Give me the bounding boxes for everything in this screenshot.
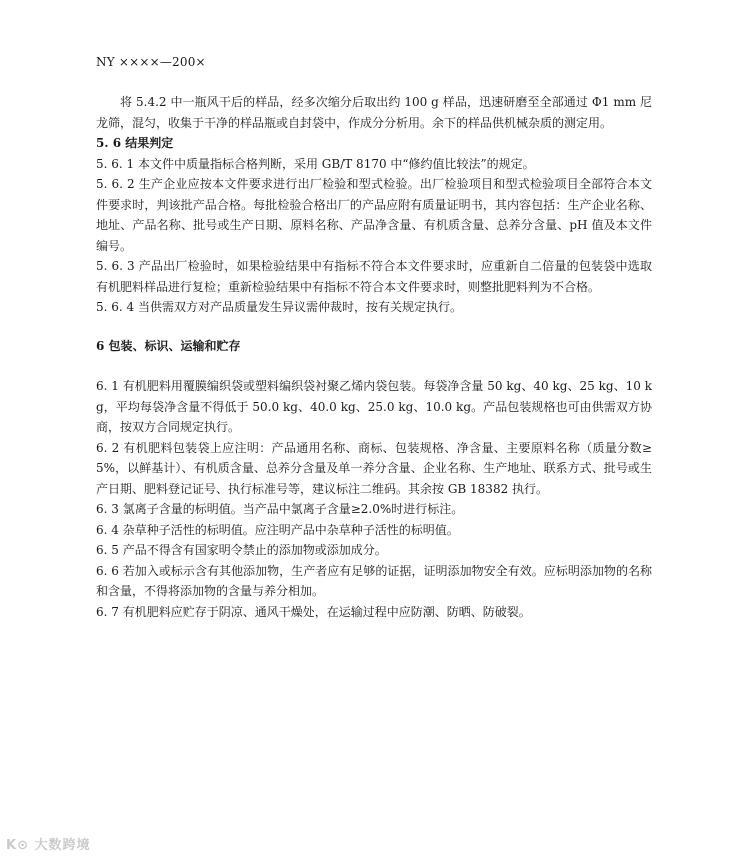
document-body [96, 92, 652, 622]
watermark-logo: K⊙ 大数跨境 [6, 838, 91, 853]
paragraph-6-6: 6. 6 若加入或标示含有其他添加物，生产者应有足够的证据，证明添加物安全有效。应标明添加物的名称和含量，不得将添加物的含量与养分相加。 [96, 563, 652, 598]
heading-6: 6 包装、标识、运输和贮存 [96, 338, 241, 353]
paragraph-5-6-4: 5. 6. 4 当供需双方对产品质量发生异议需仲裁时，按有关规定执行。 [96, 300, 462, 314]
paragraph-6-4: 6. 4 杂草种子活性的标明值。应注明产品中杂草种子活性的标明值。 [96, 522, 459, 537]
paragraph-5-6-2: 5. 6. 2 生产企业应按本文件要求进行出厂检验和型式检验。出厂检验项目和型式检验项目全部符合本文件要求时，判该批产品合格。每批检验合格出厂的产品应附有质量证明书，其内容包括：生产企业名称、地址、产品名称、批号或生产日期、原料名称、产品净含量、有机质含量、总养分含量、pH 值及本文件编号。 [96, 177, 652, 253]
paragraph-5-6-3: 5. 6. 3 产品出厂检验时，如果检验结果中有指标不符合本文件要求时，应重新自二倍量的包装袋中选取有机肥料样品进行复检；重新检验结果中有指标不符合本文件要求时，则整批肥料判为不合格。 [96, 259, 652, 294]
paragraph-6-5: 6. 5 产品不得含有国家明令禁止的添加物或添加成分。 [96, 543, 387, 557]
paragraph-6-3: 6. 3 氯离子含量的标明值。当产品中氯离子含量≥2.0%时进行标注。 [96, 502, 464, 516]
paragraph-5-4-2: 将 5.4.2 中一瓶风干后的样品，经多次缩分后取出约 100 g 样品，迅速研磨至全部通过 Φ1 mm 尼龙筛，混匀，收集于干净的样品瓶或自封袋中，作成分分析用。余下的样品供机械杂质的测定用。 [96, 95, 652, 130]
paragraph-6-2: 6. 2 有机肥料包装袋上应注明：产品通用名称、商标、包装规格、净含量、主要原料名称（质量分数≥5%，以鲜基计）、有机质含量、总养分含量及单一养分含量、企业名称、生产地址、联系方式、批号或生产日期、肥料登记证号、执行标准号等，建议标注二维码。其余按 GB 18382 执行。 [96, 440, 652, 496]
paragraph-5-6-1: 5. 6. 1 本文件中质量指标合格判断，采用 GB/T 8170 中“修约值比较法”的规定。 [96, 156, 535, 171]
paragraph-6-7: 6. 7 有机肥料应贮存于阴凉、通风干燥处，在运输过程中应防潮、防晒、防破裂。 [96, 604, 531, 619]
heading-5-6: 5. 6 结果判定 [96, 136, 174, 150]
document-header: NY ××××—200× [96, 55, 206, 69]
paragraph-6-1: 6. 1 有机肥料用覆膜编织袋或塑料编织袋衬聚乙烯内袋包装。每袋净含量 50 kg、40 kg、25 kg、10 kg，平均每袋净含量不得低于 50.0 kg、40.0 kg、25.0 kg、10.0 kg。产品包装规格也可由供需双方协商，按双方合同规定执行。 [96, 379, 652, 434]
